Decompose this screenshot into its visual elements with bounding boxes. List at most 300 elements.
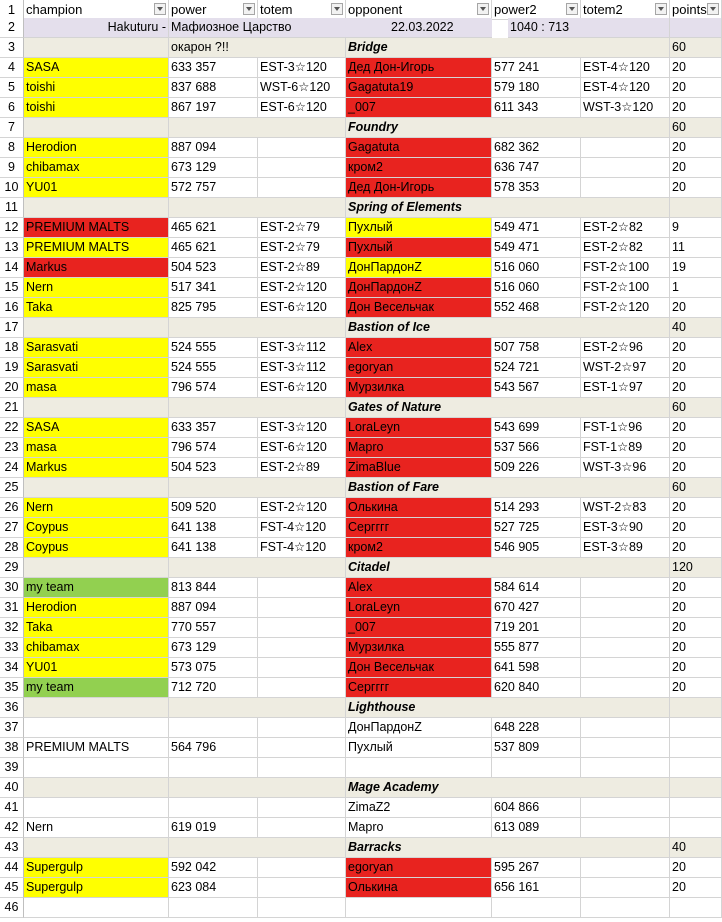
totem2-cell[interactable]: FST-1☆96 <box>581 418 670 438</box>
points-cell[interactable]: 20 <box>670 98 722 118</box>
totem-cell[interactable]: EST-6☆120 <box>258 98 346 118</box>
cell[interactable] <box>24 698 169 718</box>
champion-cell[interactable]: Markus <box>24 458 169 478</box>
points-cell[interactable]: 20 <box>670 538 722 558</box>
champion-cell[interactable]: Coypus <box>24 518 169 538</box>
totem2-cell[interactable] <box>581 638 670 658</box>
totem-cell[interactable] <box>258 138 346 158</box>
cell[interactable] <box>24 318 169 338</box>
totem-cell[interactable]: EST-6☆120 <box>258 298 346 318</box>
opponent-cell[interactable]: Дед Дон-Игорь <box>346 58 492 78</box>
power2-cell[interactable]: 543 567 <box>492 378 581 398</box>
cell[interactable] <box>169 838 346 858</box>
column-header-power2[interactable] <box>492 0 581 20</box>
totem2-cell[interactable]: EST-2☆82 <box>581 238 670 258</box>
points-cell[interactable]: 20 <box>670 178 722 198</box>
champion-cell[interactable]: Sarasvati <box>24 358 169 378</box>
opponent-cell[interactable]: _007 <box>346 618 492 638</box>
power-cell[interactable]: 465 621 <box>169 218 258 238</box>
location-points[interactable]: 60 <box>670 398 722 418</box>
opponent-cell[interactable]: Мapro <box>346 818 492 838</box>
opponent-cell[interactable]: Alex <box>346 578 492 598</box>
power2-cell[interactable]: 578 353 <box>492 178 581 198</box>
points-cell[interactable] <box>670 738 722 758</box>
opponent-cell[interactable]: egoryan <box>346 358 492 378</box>
champion-cell[interactable]: PREMIUM MALTS <box>24 238 169 258</box>
opponent-cell[interactable]: LoraLeyn <box>346 418 492 438</box>
totem2-cell[interactable]: FST-1☆89 <box>581 438 670 458</box>
row-number[interactable]: 18 <box>0 338 24 358</box>
opponent-cell[interactable]: кром2 <box>346 538 492 558</box>
column-header-totem[interactable] <box>258 0 346 20</box>
power-cell[interactable]: 796 574 <box>169 378 258 398</box>
points-cell[interactable]: 20 <box>670 378 722 398</box>
cell[interactable] <box>24 198 169 218</box>
champion-cell[interactable]: Nern <box>24 818 169 838</box>
points-cell[interactable]: 20 <box>670 878 722 898</box>
points-cell[interactable]: 20 <box>670 298 722 318</box>
totem-cell[interactable] <box>258 718 346 738</box>
opponent-cell[interactable]: Alex <box>346 338 492 358</box>
champion-cell[interactable] <box>24 798 169 818</box>
power-cell[interactable]: 813 844 <box>169 578 258 598</box>
power-cell[interactable]: 517 341 <box>169 278 258 298</box>
location-name[interactable]: Bastion of Ice <box>346 318 670 338</box>
row-number[interactable]: 19 <box>0 358 24 378</box>
location-points[interactable]: 40 <box>670 838 722 858</box>
cell[interactable] <box>24 778 169 798</box>
row-number[interactable]: 38 <box>0 738 24 758</box>
location-name[interactable]: Barracks <box>346 838 670 858</box>
power-cell[interactable] <box>169 758 258 778</box>
power-cell[interactable]: 867 197 <box>169 98 258 118</box>
totem-cell[interactable]: EST-2☆89 <box>258 258 346 278</box>
points-cell[interactable]: 20 <box>670 158 722 178</box>
points-cell[interactable]: 20 <box>670 598 722 618</box>
power-cell[interactable]: 673 129 <box>169 638 258 658</box>
power2-cell[interactable]: 549 471 <box>492 238 581 258</box>
location-points[interactable] <box>670 778 722 798</box>
row-number[interactable]: 37 <box>0 718 24 738</box>
opponent-cell[interactable]: Пухлый <box>346 238 492 258</box>
totem-cell[interactable] <box>258 158 346 178</box>
row-number[interactable]: 21 <box>0 398 24 418</box>
cell[interactable] <box>24 398 169 418</box>
row-number[interactable]: 4 <box>0 58 24 78</box>
totem-cell[interactable]: EST-3☆120 <box>258 418 346 438</box>
power-cell[interactable]: 770 557 <box>169 618 258 638</box>
power-cell[interactable]: 887 094 <box>169 598 258 618</box>
opponent-cell[interactable]: Пухлый <box>346 218 492 238</box>
row-number[interactable]: 16 <box>0 298 24 318</box>
power-cell[interactable]: 504 523 <box>169 258 258 278</box>
totem-cell[interactable] <box>258 758 346 778</box>
totem2-cell[interactable] <box>581 158 670 178</box>
power-cell[interactable]: 619 019 <box>169 818 258 838</box>
power-cell[interactable]: 592 042 <box>169 858 258 878</box>
champion-cell[interactable]: PREMIUM MALTS <box>24 738 169 758</box>
power-cell[interactable] <box>169 798 258 818</box>
row-number[interactable]: 35 <box>0 678 24 698</box>
filter-dropdown-icon[interactable] <box>154 3 166 15</box>
opponent-cell[interactable] <box>346 898 492 918</box>
points-cell[interactable]: 1 <box>670 278 722 298</box>
points-cell[interactable]: 20 <box>670 638 722 658</box>
points-cell[interactable]: 20 <box>670 618 722 638</box>
power2-cell[interactable]: 546 905 <box>492 538 581 558</box>
opponent-cell[interactable]: Пухлый <box>346 738 492 758</box>
location-points[interactable] <box>670 198 722 218</box>
opponent-cell[interactable]: ДонПардонZ <box>346 258 492 278</box>
totem2-cell[interactable] <box>581 178 670 198</box>
power-cell[interactable]: 504 523 <box>169 458 258 478</box>
row-number[interactable]: 7 <box>0 118 24 138</box>
opponent-cell[interactable]: Дон Весельчак <box>346 298 492 318</box>
power-cell[interactable]: 564 796 <box>169 738 258 758</box>
row-number[interactable]: 42 <box>0 818 24 838</box>
power2-cell[interactable]: 648 228 <box>492 718 581 738</box>
row-number[interactable]: 41 <box>0 798 24 818</box>
power2-cell[interactable]: 516 060 <box>492 258 581 278</box>
row-number[interactable]: 20 <box>0 378 24 398</box>
cell[interactable] <box>169 778 346 798</box>
totem2-cell[interactable]: EST-1☆97 <box>581 378 670 398</box>
row-number[interactable]: 14 <box>0 258 24 278</box>
cell[interactable] <box>24 38 169 58</box>
opponent-cell[interactable]: LoraLeyn <box>346 598 492 618</box>
row-number[interactable]: 24 <box>0 458 24 478</box>
champion-cell[interactable] <box>24 758 169 778</box>
column-header-points[interactable] <box>670 0 722 20</box>
totem-cell[interactable]: FST-4☆120 <box>258 538 346 558</box>
row-number[interactable]: 40 <box>0 778 24 798</box>
column-header-champion[interactable] <box>24 0 169 20</box>
cell[interactable] <box>169 118 346 138</box>
opponent-cell[interactable]: Олькина <box>346 878 492 898</box>
totem2-cell[interactable]: EST-2☆96 <box>581 338 670 358</box>
row-number[interactable]: 3 <box>0 38 24 58</box>
power2-cell[interactable]: 611 343 <box>492 98 581 118</box>
points-cell[interactable] <box>670 898 722 918</box>
totem2-cell[interactable] <box>581 578 670 598</box>
champion-cell[interactable]: Nern <box>24 278 169 298</box>
totem-cell[interactable] <box>258 598 346 618</box>
row-number[interactable]: 11 <box>0 198 24 218</box>
opponent-cell[interactable]: Мapro <box>346 438 492 458</box>
totem2-cell[interactable]: FST-2☆120 <box>581 298 670 318</box>
power2-cell[interactable]: 543 699 <box>492 418 581 438</box>
power2-cell[interactable]: 577 241 <box>492 58 581 78</box>
row-number[interactable]: 30 <box>0 578 24 598</box>
power-cell[interactable] <box>169 898 258 918</box>
points-cell[interactable] <box>670 818 722 838</box>
opponent-cell[interactable]: ZimaZ2 <box>346 798 492 818</box>
power2-cell[interactable]: 509 226 <box>492 458 581 478</box>
points-cell[interactable] <box>670 758 722 778</box>
location-name[interactable]: Bastion of Fare <box>346 478 670 498</box>
row-number[interactable]: 6 <box>0 98 24 118</box>
power2-cell[interactable]: 555 877 <box>492 638 581 658</box>
points-cell[interactable] <box>670 798 722 818</box>
filter-dropdown-icon[interactable] <box>243 3 255 15</box>
cell[interactable] <box>169 398 346 418</box>
opponent-cell[interactable] <box>346 758 492 778</box>
power2-cell[interactable]: 584 614 <box>492 578 581 598</box>
location-name[interactable]: Bridge <box>346 38 670 58</box>
match-date[interactable]: 22.03.2022 <box>389 18 492 38</box>
totem-cell[interactable] <box>258 658 346 678</box>
row-number[interactable]: 26 <box>0 498 24 518</box>
row-number[interactable]: 13 <box>0 238 24 258</box>
power2-cell[interactable]: 514 293 <box>492 498 581 518</box>
power-cell[interactable]: 572 757 <box>169 178 258 198</box>
totem-cell[interactable] <box>258 858 346 878</box>
location-name[interactable]: Gates of Nature <box>346 398 670 418</box>
totem2-cell[interactable] <box>581 718 670 738</box>
points-cell[interactable]: 20 <box>670 578 722 598</box>
power2-cell[interactable]: 604 866 <box>492 798 581 818</box>
location-name[interactable]: Citadel <box>346 558 670 578</box>
opponent-cell[interactable]: Дед Дон-Игорь <box>346 178 492 198</box>
row-number[interactable]: 1 <box>0 0 24 20</box>
opponent-cell[interactable]: Мурзилка <box>346 638 492 658</box>
totem-cell[interactable] <box>258 898 346 918</box>
power-cell[interactable]: 524 555 <box>169 358 258 378</box>
totem2-cell[interactable]: EST-4☆120 <box>581 78 670 98</box>
champion-cell[interactable]: Markus <box>24 258 169 278</box>
power2-cell[interactable]: 524 721 <box>492 358 581 378</box>
champion-cell[interactable]: chibamax <box>24 158 169 178</box>
power-cell[interactable]: 633 357 <box>169 418 258 438</box>
power2-cell[interactable] <box>492 898 581 918</box>
cell[interactable] <box>169 558 346 578</box>
points-cell[interactable]: 20 <box>670 678 722 698</box>
totem-cell[interactable] <box>258 878 346 898</box>
totem2-cell[interactable] <box>581 798 670 818</box>
champion-cell[interactable]: Nern <box>24 498 169 518</box>
opponent-cell[interactable]: Дон Весельчак <box>346 658 492 678</box>
opponent-cell[interactable]: Олькина <box>346 498 492 518</box>
points-cell[interactable] <box>670 718 722 738</box>
totem-cell[interactable]: EST-3☆112 <box>258 338 346 358</box>
opponent-team-name[interactable]: Мафиозное Царство <box>169 18 389 38</box>
filter-dropdown-icon[interactable] <box>566 3 578 15</box>
totem2-cell[interactable] <box>581 818 670 838</box>
row-number[interactable]: 29 <box>0 558 24 578</box>
totem-cell[interactable] <box>258 818 346 838</box>
power2-cell[interactable]: 507 758 <box>492 338 581 358</box>
power-cell[interactable]: 641 138 <box>169 538 258 558</box>
points-cell[interactable]: 20 <box>670 138 722 158</box>
power-cell[interactable]: 509 520 <box>169 498 258 518</box>
opponent-cell[interactable]: кром2 <box>346 158 492 178</box>
power2-cell[interactable]: 682 362 <box>492 138 581 158</box>
champion-cell[interactable]: Herodion <box>24 598 169 618</box>
row-number[interactable]: 32 <box>0 618 24 638</box>
location-points[interactable]: 40 <box>670 318 722 338</box>
champion-cell[interactable]: SASA <box>24 58 169 78</box>
totem2-cell[interactable]: EST-3☆89 <box>581 538 670 558</box>
totem-cell[interactable] <box>258 678 346 698</box>
row-number[interactable]: 27 <box>0 518 24 538</box>
totem2-cell[interactable] <box>581 658 670 678</box>
row-number[interactable]: 10 <box>0 178 24 198</box>
row-number[interactable]: 25 <box>0 478 24 498</box>
filter-dropdown-icon[interactable] <box>707 3 719 15</box>
champion-cell[interactable]: Taka <box>24 618 169 638</box>
power-cell[interactable]: 887 094 <box>169 138 258 158</box>
column-header-power[interactable] <box>169 0 258 20</box>
power-cell[interactable]: 673 129 <box>169 158 258 178</box>
totem2-cell[interactable]: WST-3☆120 <box>581 98 670 118</box>
location-points[interactable]: 60 <box>670 118 722 138</box>
totem-cell[interactable]: EST-3☆112 <box>258 358 346 378</box>
totem-cell[interactable] <box>258 738 346 758</box>
totem2-cell[interactable] <box>581 678 670 698</box>
totem-cell[interactable]: WST-6☆120 <box>258 78 346 98</box>
points-cell[interactable]: 20 <box>670 78 722 98</box>
power2-cell[interactable]: 549 471 <box>492 218 581 238</box>
row-number[interactable]: 22 <box>0 418 24 438</box>
champion-cell[interactable]: Taka <box>24 298 169 318</box>
cell[interactable] <box>169 698 346 718</box>
cell[interactable] <box>24 558 169 578</box>
team-name[interactable]: Hakuturu - <box>24 18 169 38</box>
power-cell[interactable]: 837 688 <box>169 78 258 98</box>
cell[interactable] <box>169 478 346 498</box>
points-cell[interactable]: 20 <box>670 438 722 458</box>
totem2-cell[interactable] <box>581 598 670 618</box>
totem2-cell[interactable]: EST-3☆90 <box>581 518 670 538</box>
totem2-cell[interactable]: WST-3☆96 <box>581 458 670 478</box>
champion-cell[interactable]: YU01 <box>24 658 169 678</box>
opponent-cell[interactable]: ZimaBlue <box>346 458 492 478</box>
column-header-opponent[interactable] <box>346 0 492 20</box>
note-cell[interactable]: окаpoн ?!! <box>169 38 346 58</box>
opponent-cell[interactable]: Gagatuta19 <box>346 78 492 98</box>
power2-cell[interactable]: 595 267 <box>492 858 581 878</box>
totem-cell[interactable]: EST-3☆120 <box>258 58 346 78</box>
location-points[interactable]: 60 <box>670 38 722 58</box>
row-number[interactable]: 28 <box>0 538 24 558</box>
opponent-cell[interactable]: ДонПардонZ <box>346 718 492 738</box>
points-cell[interactable]: 20 <box>670 418 722 438</box>
location-name[interactable]: Spring of Elements <box>346 198 670 218</box>
totem-cell[interactable]: FST-4☆120 <box>258 518 346 538</box>
opponent-cell[interactable]: Сергггг <box>346 678 492 698</box>
champion-cell[interactable]: Sarasvati <box>24 338 169 358</box>
power-cell[interactable]: 573 075 <box>169 658 258 678</box>
champion-cell[interactable]: masa <box>24 438 169 458</box>
totem2-cell[interactable]: WST-2☆83 <box>581 498 670 518</box>
totem-cell[interactable] <box>258 638 346 658</box>
champion-cell[interactable]: Supergulp <box>24 878 169 898</box>
totem2-cell[interactable] <box>581 618 670 638</box>
row-number[interactable]: 15 <box>0 278 24 298</box>
totem-cell[interactable] <box>258 618 346 638</box>
totem-cell[interactable]: EST-2☆79 <box>258 238 346 258</box>
power2-cell[interactable]: 552 468 <box>492 298 581 318</box>
power2-cell[interactable]: 670 427 <box>492 598 581 618</box>
points-cell[interactable]: 11 <box>670 238 722 258</box>
cell[interactable] <box>169 318 346 338</box>
row-number[interactable]: 36 <box>0 698 24 718</box>
points-cell[interactable]: 9 <box>670 218 722 238</box>
totem-cell[interactable]: EST-2☆120 <box>258 498 346 518</box>
totem-cell[interactable]: EST-2☆79 <box>258 218 346 238</box>
opponent-cell[interactable]: Gagatuta <box>346 138 492 158</box>
points-cell[interactable]: 20 <box>670 498 722 518</box>
champion-cell[interactable]: my team <box>24 578 169 598</box>
champion-cell[interactable]: Herodion <box>24 138 169 158</box>
row-number[interactable]: 44 <box>0 858 24 878</box>
totem2-cell[interactable]: EST-2☆82 <box>581 218 670 238</box>
totem2-cell[interactable] <box>581 858 670 878</box>
location-name[interactable]: Foundry <box>346 118 670 138</box>
points-cell[interactable]: 20 <box>670 858 722 878</box>
totem-cell[interactable]: EST-2☆120 <box>258 278 346 298</box>
power-cell[interactable]: 623 084 <box>169 878 258 898</box>
totem2-cell[interactable] <box>581 758 670 778</box>
match-score[interactable]: 1040 : 713 <box>508 18 670 38</box>
row-number[interactable]: 45 <box>0 878 24 898</box>
power-cell[interactable]: 712 720 <box>169 678 258 698</box>
cell[interactable] <box>169 198 346 218</box>
filter-dropdown-icon[interactable] <box>655 3 667 15</box>
totem-cell[interactable] <box>258 798 346 818</box>
location-points[interactable]: 120 <box>670 558 722 578</box>
location-name[interactable]: Lighthouse <box>346 698 670 718</box>
row-number[interactable]: 33 <box>0 638 24 658</box>
totem-cell[interactable] <box>258 578 346 598</box>
totem-cell[interactable]: EST-6☆120 <box>258 378 346 398</box>
champion-cell[interactable]: my team <box>24 678 169 698</box>
power2-cell[interactable]: 537 566 <box>492 438 581 458</box>
location-points[interactable]: 60 <box>670 478 722 498</box>
cell[interactable] <box>24 478 169 498</box>
champion-cell[interactable]: SASA <box>24 418 169 438</box>
power-cell[interactable]: 524 555 <box>169 338 258 358</box>
power-cell[interactable]: 796 574 <box>169 438 258 458</box>
power2-cell[interactable]: 620 840 <box>492 678 581 698</box>
power2-cell[interactable]: 613 089 <box>492 818 581 838</box>
opponent-cell[interactable]: ДонПардонZ <box>346 278 492 298</box>
points-cell[interactable]: 20 <box>670 338 722 358</box>
row-number[interactable]: 5 <box>0 78 24 98</box>
champion-cell[interactable] <box>24 718 169 738</box>
power2-cell[interactable]: 641 598 <box>492 658 581 678</box>
power2-cell[interactable]: 636 747 <box>492 158 581 178</box>
totem-cell[interactable] <box>258 178 346 198</box>
points-cell[interactable]: 20 <box>670 58 722 78</box>
row-number[interactable]: 39 <box>0 758 24 778</box>
champion-cell[interactable]: toishi <box>24 98 169 118</box>
points-cell[interactable]: 20 <box>670 358 722 378</box>
opponent-cell[interactable]: Сергггг <box>346 518 492 538</box>
totem2-cell[interactable]: FST-2☆100 <box>581 258 670 278</box>
totem2-cell[interactable]: EST-4☆120 <box>581 58 670 78</box>
totem-cell[interactable]: EST-2☆89 <box>258 458 346 478</box>
totem2-cell[interactable]: FST-2☆100 <box>581 278 670 298</box>
filter-dropdown-icon[interactable] <box>477 3 489 15</box>
row-number[interactable]: 23 <box>0 438 24 458</box>
power2-cell[interactable]: 516 060 <box>492 278 581 298</box>
row-number[interactable]: 34 <box>0 658 24 678</box>
power2-cell[interactable]: 579 180 <box>492 78 581 98</box>
power-cell[interactable]: 633 357 <box>169 58 258 78</box>
power-cell[interactable]: 825 795 <box>169 298 258 318</box>
power-cell[interactable]: 641 138 <box>169 518 258 538</box>
